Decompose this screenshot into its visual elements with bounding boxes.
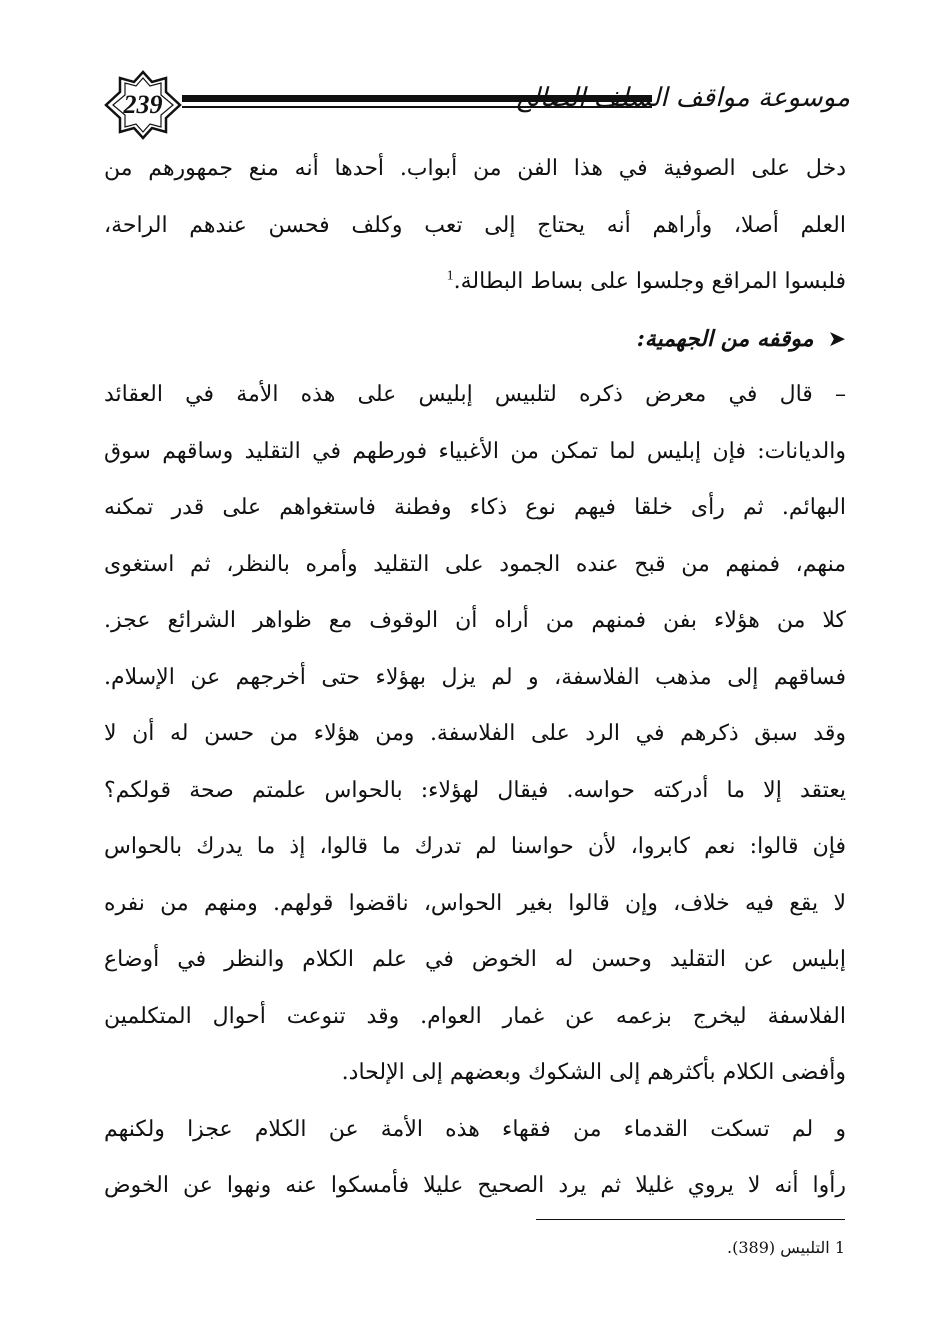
footnote-number: 1 bbox=[834, 1238, 845, 1257]
text-line: العلم أصلا، وأراهم أنه يحتاج إلى تعب وكلف فحسن عندهم الراحة، bbox=[104, 212, 846, 238]
footnote-text: التلبيس (389). bbox=[727, 1238, 830, 1257]
arrowhead-bullet-icon: ➤ bbox=[827, 326, 846, 352]
text-line: فإن قالوا: نعم كابروا، لأن حواسنا لم تدرك ما قالوا، إذ ما يدرك بالحواس bbox=[104, 834, 846, 859]
text-line: رأوا أنه لا يروي غليلا ثم يرد الصحيح عليلا فأمسكوا عنه ونهوا عن الخوض bbox=[104, 1173, 846, 1198]
text-line: يعتقد إلا ما أدركته حواسه. فيقال لهؤلاء: بالحواس علمتم صحة قولكم؟ bbox=[104, 777, 846, 803]
page-number: 239 bbox=[123, 90, 163, 119]
text-line-content: فلبسوا المراقع وجلسوا على بساط البطالة. bbox=[453, 269, 846, 294]
text-line: إبليس عن التقليد وحسن له الخوض في علم الكلام والنظر في أوضاع bbox=[104, 947, 846, 972]
text-line: والديانات: فإن إبليس لما تمكن من الأغبياء فورطهم في التقليد وساقهم سوق bbox=[104, 438, 846, 464]
section-heading bbox=[104, 311, 846, 368]
book-title: موسوعة مواقف السلف الصالح bbox=[515, 83, 850, 113]
text-line: كلا من هؤلاء بفن فمنهم من أراه أن الوقوف مع ظواهر الشرائع عجز. bbox=[104, 608, 846, 633]
page-body bbox=[104, 141, 846, 1215]
text-line: وأفضى الكلام بأكثرهم إلى الشكوك وبعضهم إلى الإلحاد. bbox=[341, 1060, 846, 1085]
text-line: و لم تسكت القدماء من فقهاء هذه الأمة عن الكلام عجزا ولكنهم bbox=[104, 1116, 846, 1142]
section-heading-text: موقفه من الجهمية: bbox=[636, 325, 814, 352]
footnote-marker: 1 bbox=[446, 268, 454, 284]
text-line: البهائم. ثم رأى خلقا فيهم نوع ذكاء وفطنة فاستغواهم على قدر تمكنه bbox=[104, 495, 846, 520]
text-line: منهم، فمنهم من قبح عنده الجمود على التقليد وأمره بالنظر، ثم استغوى bbox=[104, 551, 846, 577]
text-line bbox=[104, 254, 846, 311]
footnote-rule bbox=[536, 1219, 845, 1220]
text-line: وقد سبق ذكرهم في الرد على الفلاسفة. ومن هؤلاء من حسن له أن لا bbox=[104, 721, 846, 746]
text-line: دخل على الصوفية في هذا الفن من أبواب. أحدها أنه منع جمهورهم من bbox=[104, 156, 846, 181]
text-line: فساقهم إلى مذهب الفلاسفة، و لم يزل بهؤلاء حتى أخرجهم عن الإسلام. bbox=[104, 664, 846, 690]
text-line: لا يقع فيه خلاف، وإن قالوا بغير الحواس، ناقضوا قولهم. ومنهم من نفره bbox=[104, 890, 846, 916]
text-line: – قال في معرض ذكره لتلبيس إبليس على هذه الأمة في العقائد bbox=[104, 382, 846, 407]
footnote bbox=[536, 1236, 845, 1260]
page-number-badge bbox=[104, 70, 182, 140]
text-line: الفلاسفة ليخرج بزعمه عن غمار العوام. وقد تنوعت أحوال المتكلمين bbox=[104, 1003, 846, 1029]
page-header bbox=[104, 70, 850, 140]
